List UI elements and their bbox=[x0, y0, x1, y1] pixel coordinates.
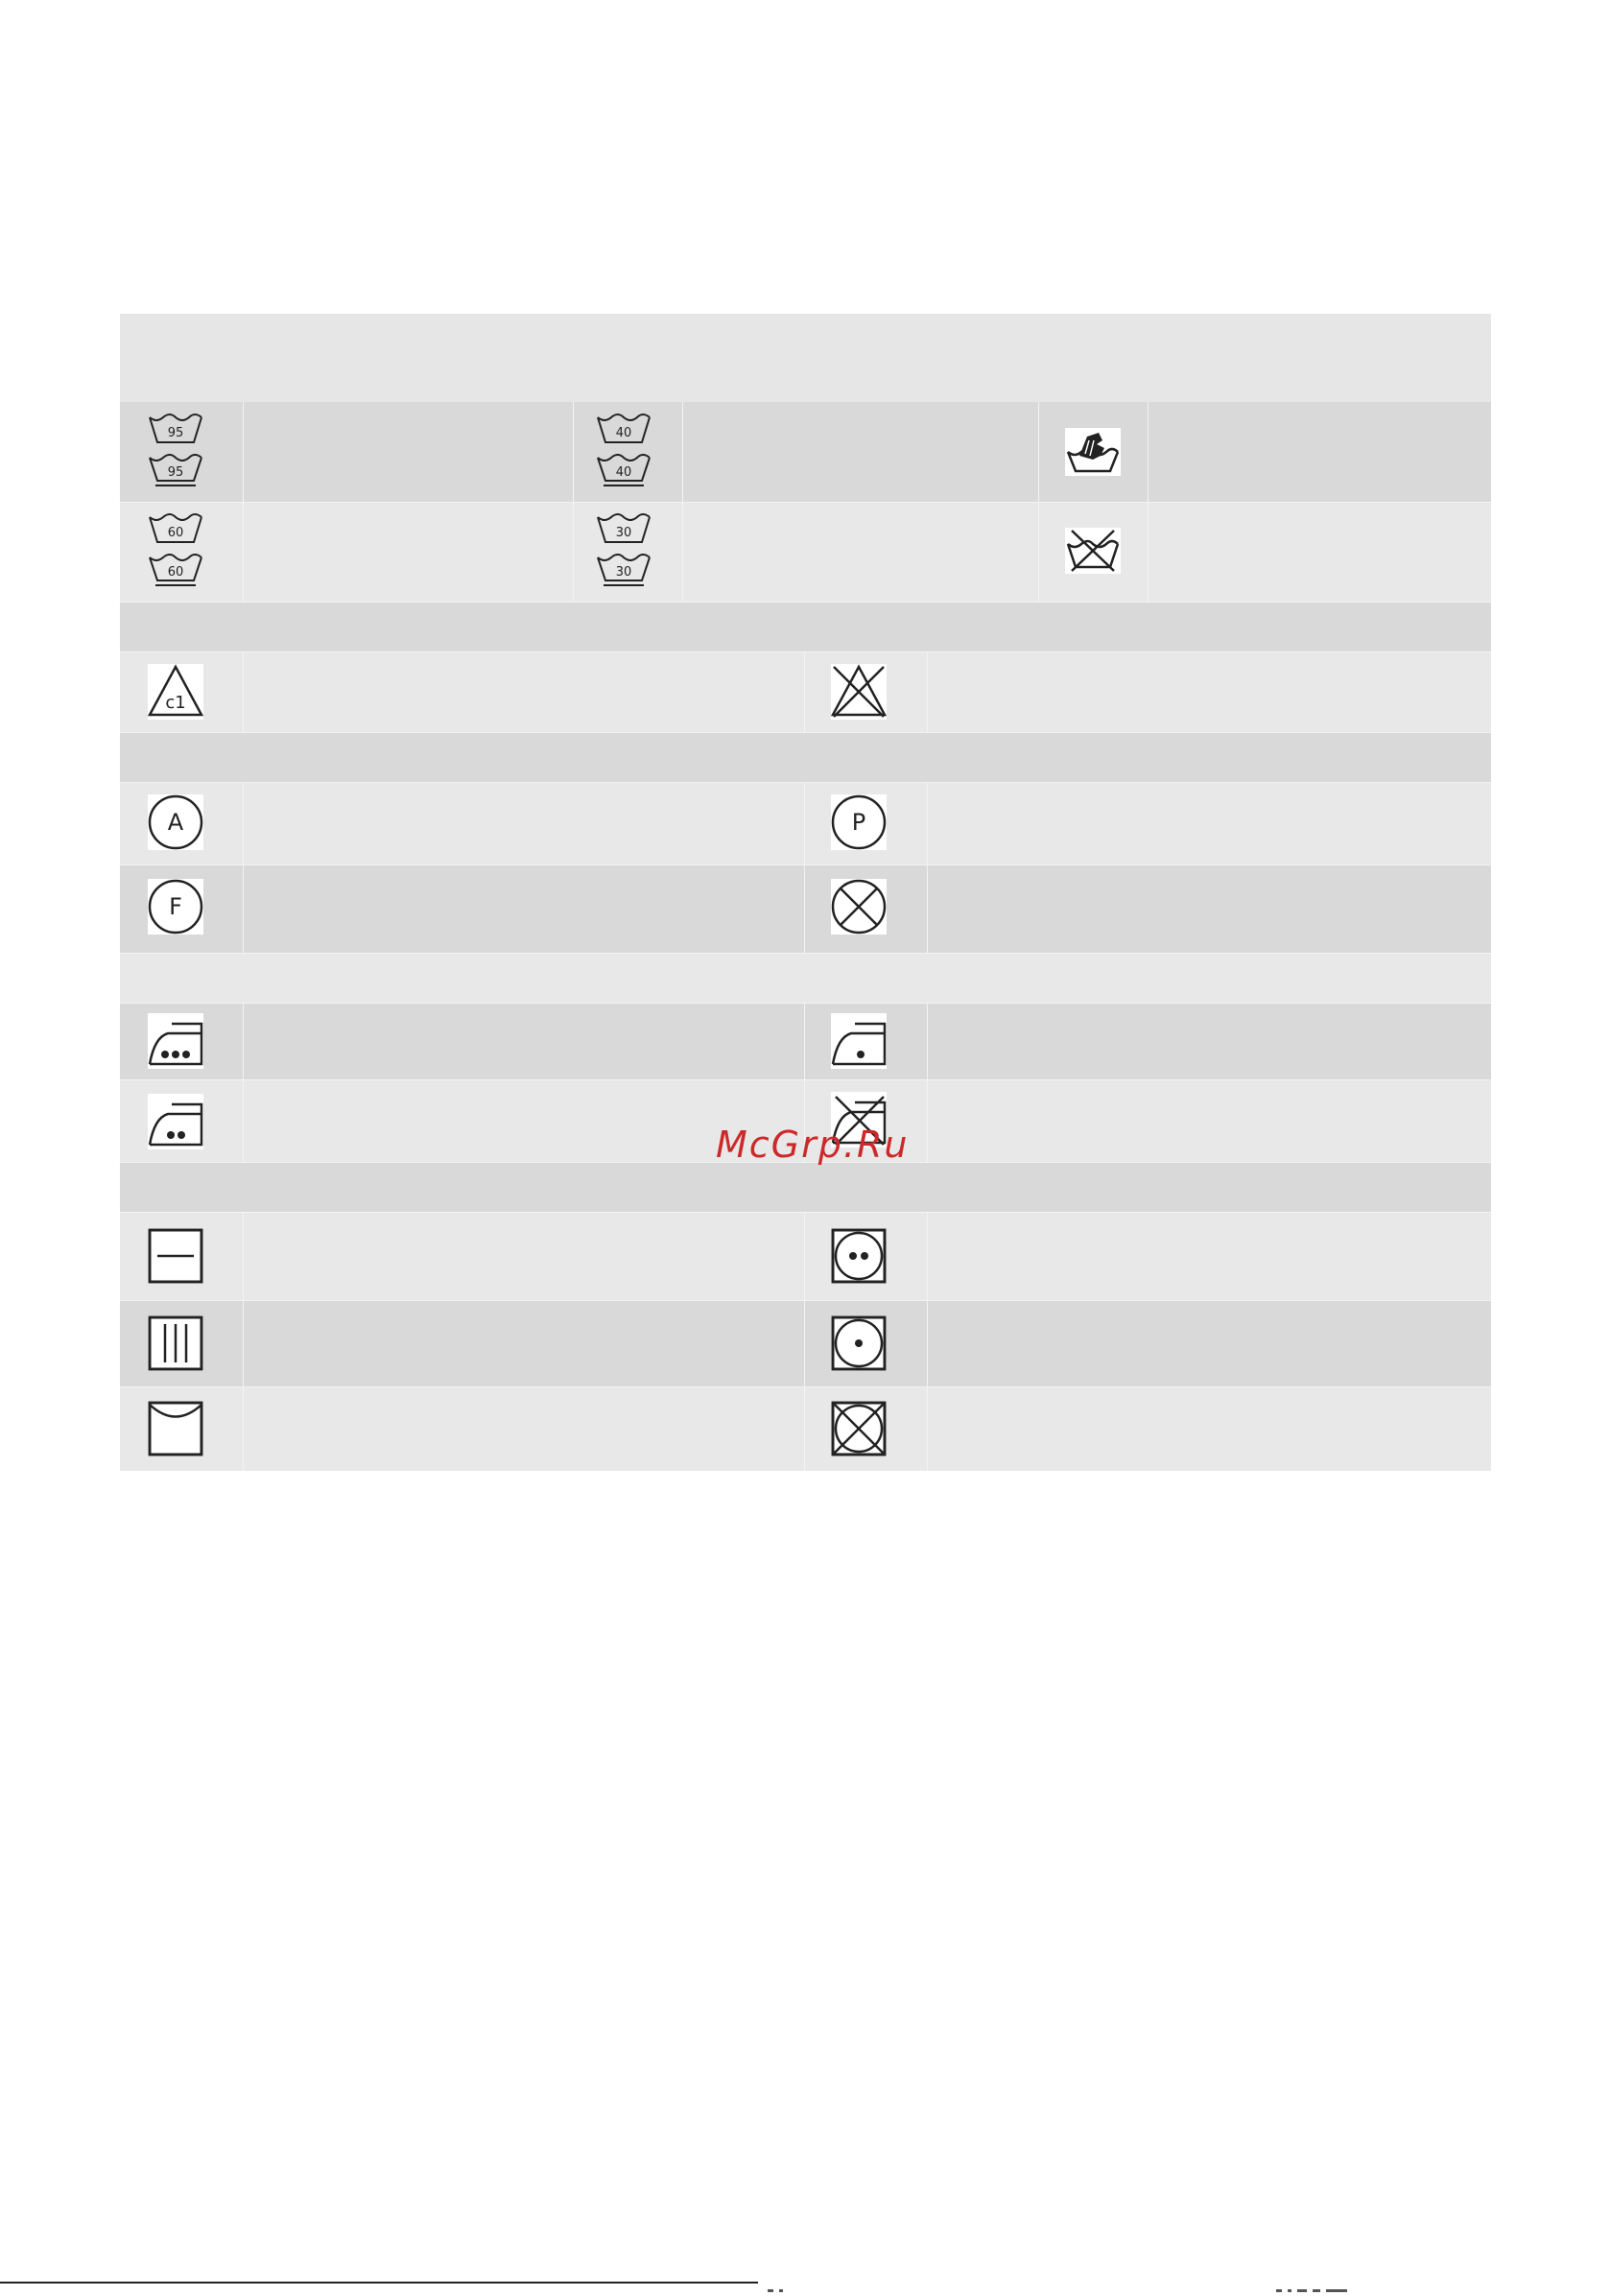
wash-30-icon bbox=[595, 511, 652, 548]
wash-row-2 bbox=[120, 502, 1491, 602]
section-band-dry-cleaning bbox=[120, 732, 1491, 782]
drip-dry-icon bbox=[147, 1314, 204, 1372]
section-band-bleaching bbox=[120, 602, 1491, 651]
footer-rule bbox=[0, 2282, 758, 2284]
dry-row-3 bbox=[120, 1386, 1491, 1471]
symbol-cell-wash-30 bbox=[573, 502, 682, 602]
iron-high-icon bbox=[147, 1012, 204, 1070]
symbol-cell-drip-dry bbox=[120, 1300, 243, 1386]
wash-40-icon bbox=[595, 412, 652, 448]
symbol-cell-tumble-normal bbox=[804, 1212, 927, 1300]
wash-40-gentle-icon bbox=[595, 454, 652, 490]
symbol-cell-wash-40 bbox=[573, 402, 682, 502]
dryclean-row-2 bbox=[120, 864, 1491, 953]
symbol-cell-wash-60 bbox=[120, 502, 243, 602]
wash-30-gentle-label: 30 bbox=[615, 565, 632, 580]
tumble-dry-normal-icon bbox=[830, 1227, 888, 1285]
symbol-cell-iron-low bbox=[804, 1003, 927, 1079]
symbol-cell-tumble-low bbox=[804, 1300, 927, 1386]
symbol-cell-iron-high bbox=[120, 1003, 243, 1079]
wash-60-label: 60 bbox=[167, 526, 184, 540]
hand-wash-icon bbox=[1064, 427, 1122, 477]
table-header-row bbox=[120, 314, 1491, 402]
wash-95-icon bbox=[147, 412, 204, 448]
symbol-cell-wash-95 bbox=[120, 402, 243, 502]
wash-60-icon bbox=[147, 511, 204, 548]
do-not-bleach-icon bbox=[830, 663, 888, 721]
wash-40-label: 40 bbox=[615, 426, 632, 440]
do-not-dry-clean-icon bbox=[830, 878, 888, 935]
dry-row-1 bbox=[120, 1212, 1491, 1300]
bleach-chlorine-label: c1 bbox=[165, 693, 186, 713]
dry-clean-p-label: P bbox=[851, 809, 866, 836]
dryclean-row-1 bbox=[120, 782, 1491, 864]
iron-medium-icon bbox=[147, 1093, 204, 1150]
wash-30-label: 30 bbox=[615, 526, 632, 540]
symbol-cell-do-not-wash bbox=[1038, 502, 1148, 602]
iron-low-icon bbox=[830, 1012, 888, 1070]
symbol-cell-dryclean-a bbox=[120, 782, 243, 864]
do-not-tumble-dry-icon bbox=[830, 1400, 888, 1457]
footer-marks bbox=[768, 2278, 789, 2284]
symbol-cell-line-dry bbox=[120, 1386, 243, 1471]
section-band-ironing bbox=[120, 953, 1491, 1003]
line-dry-icon bbox=[147, 1400, 204, 1457]
wash-30-gentle-icon bbox=[595, 554, 652, 590]
wash-60-gentle-icon bbox=[147, 554, 204, 590]
section-band-drying bbox=[120, 1162, 1491, 1212]
watermark: McGrp.Ru bbox=[716, 1124, 910, 1166]
symbol-cell-no-dryclean bbox=[804, 864, 927, 953]
wash-95-label: 95 bbox=[167, 426, 184, 440]
dry-clean-p-icon bbox=[830, 793, 888, 851]
wash-row-1 bbox=[120, 402, 1491, 502]
dry-clean-f-label: F bbox=[169, 893, 182, 920]
symbol-cell-iron-medium bbox=[120, 1079, 243, 1162]
dry-clean-a-icon bbox=[147, 793, 204, 851]
footer-marks-right bbox=[1276, 2278, 1353, 2284]
symbol-cell-bleach-c1 bbox=[120, 651, 243, 732]
dry-clean-a-label: A bbox=[167, 809, 184, 836]
wash-95-gentle-icon bbox=[147, 454, 204, 490]
wash-95-gentle-label: 95 bbox=[167, 465, 184, 480]
dry-clean-f-icon bbox=[147, 878, 204, 935]
wash-40-gentle-label: 40 bbox=[615, 465, 632, 480]
dry-row-2 bbox=[120, 1300, 1491, 1386]
symbol-cell-no-tumble bbox=[804, 1386, 927, 1471]
symbol-cell-dry-flat bbox=[120, 1212, 243, 1300]
bleach-chlorine-icon bbox=[147, 663, 204, 721]
symbol-cell-dryclean-f bbox=[120, 864, 243, 953]
bleach-row bbox=[120, 651, 1491, 732]
tumble-dry-low-icon bbox=[830, 1314, 888, 1372]
symbol-cell-hand-wash bbox=[1038, 402, 1148, 502]
do-not-wash-icon bbox=[1064, 527, 1122, 575]
wash-60-gentle-label: 60 bbox=[167, 565, 184, 580]
iron-row-1 bbox=[120, 1003, 1491, 1079]
symbol-cell-no-bleach bbox=[804, 651, 927, 732]
dry-flat-icon bbox=[147, 1227, 204, 1285]
symbol-cell-dryclean-p bbox=[804, 782, 927, 864]
